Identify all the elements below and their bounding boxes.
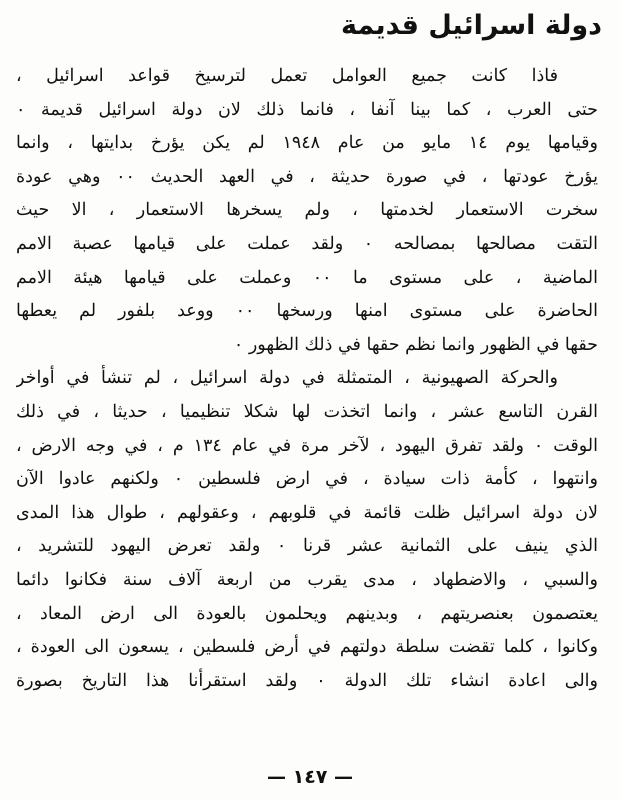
text-line: يعتصمون بعنصريتهم ، وبدينهم ويحلمون بالعودة الى ارض المعاد ، [16, 603, 598, 624]
text-line: والحركة الصهيونية ، المتمثلة في دولة اسرائيل ، لم تنشأ في أواخر [16, 368, 558, 389]
body-text [16, 60, 598, 698]
text-line: فاذا كانت جميع العوامل تعمل لترسيخ قواعد اسرائيل ، [16, 66, 558, 86]
text-line: لان دولة اسرائيل ظلت قائمة في قلوبهم ، وعقولهم ، طوال هذا المدى [16, 502, 598, 523]
text-line: والسبي ، والاضطهاد ، مدى يقرب من اربعة آلاف سنة فكانوا دائما [16, 569, 598, 590]
text-line: التقت مصالحها بمصالحه ٠ ولقد عملت على قيامها عصبة الامم [16, 233, 598, 254]
text-line: حقها في الظهور وانما نظم حقها في ذلك الظهور ٠ [233, 334, 598, 355]
text-line: يؤرخ عودتها ، في صورة حديثة ، في العهد الحديث ٠٠ وهي عودة [16, 166, 598, 187]
text-line: الماضية ، على مستوى ما ٠٠ وعملت على قيامها هيئة الامم [16, 267, 598, 288]
text-line: وكانوا ، كلما تقضت سلطة دولتهم في أرض فلسطين ، يسعون الى العودة ، [16, 637, 598, 658]
text-line: وانتهوا ، كأمة ذات سيادة ، في ارض فلسطين ٠ ولكنهم عادوا الآن [16, 469, 598, 490]
text-line: الوقت ٠ ولقد تفرق اليهود ، لآخر مرة في عام ١٣٤ م ، في وجه الارض ، [16, 435, 598, 456]
page-number: — ١٤٧ — [266, 766, 354, 788]
text-line: حتى العرب ، كما بينا آنفا ، فانما ذلك لان دولة اسرائيل قديمة ٠ [16, 99, 598, 120]
text-line: الحاضرة على مستوى امنها ورسخها ٠٠ ووعد بلفور لم يعطها [16, 301, 598, 322]
text-line: وقيامها يوم ١٤ مايو من عام ١٩٤٨ لم يكن يؤرخ بدايتها ، وانما [16, 133, 598, 154]
text-line: والى اعادة انشاء تلك الدولة ٠ ولقد استقرأنا هذا التاريخ بصورة [16, 670, 598, 691]
chapter-heading: دولة اسرائيل قديمة [341, 10, 602, 41]
text-line: سخرت الاستعمار لخدمتها ، ولم يسخرها الاستعمار ، الا حيث [16, 200, 598, 221]
text-line: الذي ينيف على الثمانية عشر قرنا ٠ ولقد تعرض اليهود للتشريد ، [16, 536, 598, 557]
text-line: القرن التاسع عشر ، وانما اتخذت لها شكلا تنظيميا ، حديثا ، في ذلك [16, 401, 598, 422]
